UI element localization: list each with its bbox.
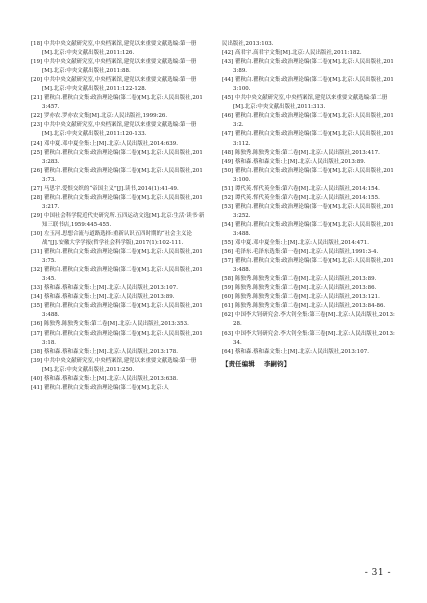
reference-item: [25] 瞿秋白.瞿秋白文集:政治理论编(第二卷)[M].北京:人民出版社,2013:283. xyxy=(31,149,203,165)
reference-item: [18] 中共中央文献研究室,中央档案馆,建党以来重要文献选编:第一册[M].北京:中央文献出版社,2011:126. xyxy=(31,41,197,57)
page-number: - 31 - xyxy=(364,568,391,578)
reference-item: [31] 瞿秋白.瞿秋白文集:政治理论编(第二卷)[M].北京:人民出版社,2013:75. xyxy=(31,249,203,265)
reference-item: [23] 中共中央文献研究室,中央档案馆,建党以来重要文献选编:第一册[M].北京:中央文献出版社,2011:120-133. xyxy=(31,122,197,138)
reference-item: [36] 陈独秀.陈独秀文集:第二卷[M].北京:人民出版社,2013:353. xyxy=(31,321,189,328)
reference-item: [54] 瞿秋白.瞿秋白文集:政治理论编(第二卷)[M].北京:人民出版社,2013:488. xyxy=(222,221,394,237)
reference-item: [51] 谭代英.恽代英全集:第六卷[M].北京:人民出版社,2014:154. xyxy=(222,185,380,192)
reference-item: [22] 罗亦农.罗亦农文集[M].北京:人民出版社,1999:26. xyxy=(31,113,168,120)
references-column-left xyxy=(31,40,207,393)
reference-item: [29] 中国社会科学院近代史研究所.五四运动文选[M].北京:生活·读书·新知三联书店,1959:445-455. xyxy=(31,212,205,228)
reference-item: [41] 瞿秋白.瞿秋白文集:政治理论编(第二卷)[M].北京:人 xyxy=(31,384,169,391)
reference-item: [37] 瞿秋白.瞿秋白文集:政治理论编(第二卷)[M].北京:人民出版社,2013:18. xyxy=(31,330,203,346)
reference-item: [35] 瞿秋白.瞿秋白文集:政治理论编(第二卷)[M].北京:人民出版社,2013:488. xyxy=(31,303,203,319)
reference-item: [39] 中共中央文献研究室,中央档案馆,建党以来重要文献选编:第一册[M].北京:中央文献出版社,2011:250. xyxy=(31,357,197,373)
reference-item: [58] 陈独秀.陈独秀文集:第二卷[M].北京:人民出版社,2013:89. xyxy=(222,276,377,283)
reference-item: [40] 蔡和森.蔡和森文集:上[M].北京:人民出版社,2013:638. xyxy=(31,375,178,382)
reference-item: [32] 瞿秋白.瞿秋白文集:政治理论编(第二卷)[M].北京:人民出版社,2013:45. xyxy=(31,267,203,283)
reference-item: [19] 中共中央文献研究室,中央档案馆,建党以来重要文献选编:第一册[M].北京:中央文献出版社,2011:88. xyxy=(31,59,197,75)
reference-item: [21] 瞿秋白.瞿秋白文集:政治理论编(第二卷)[M].北京:人民出版社,2013:457. xyxy=(31,95,203,111)
reference-item: [33] 蔡和森.蔡和森文集:上[M].北京:人民出版社,2013:107. xyxy=(31,285,178,292)
editor-label: 【责任编辑 xyxy=(222,359,255,368)
reference-item: 民出版社,2013:103. xyxy=(222,41,274,47)
reference-item: [55] 邓中夏.邓中夏全集:上[M].北京:人民出版社,2014:471. xyxy=(222,240,369,247)
reference-item: [56] 毛泽东.毛泽东选集:第一卷[M].北京:人民出版社,1991:3-4. xyxy=(222,249,379,256)
reference-item: [62] 中国李大钊研究会.李大钊全集:第三卷[M].北京:人民出版社,2013:28. xyxy=(222,312,395,328)
reference-item: [48] 陈独秀.陈独秀文集:第二卷[M].北京:人民出版社,2013:417. xyxy=(222,149,380,156)
references-list-right xyxy=(222,40,398,357)
reference-item: [30] 左玉河.思想合流与道路选择:重新认识五四时期的“社会主义论战”[J].安徽大学学报(哲学社会科学版),2017(1):102-111. xyxy=(31,230,192,247)
reference-item: [28] 瞿秋白.瞿秋白文集:政治理论编(第二卷)[M].北京:人民出版社,2013:217. xyxy=(31,194,203,210)
reference-item: [43] 瞿秋白.瞿秋白文集:政治理论编(第二卷)[M].北京:人民出版社,2013:89. xyxy=(222,59,394,75)
reference-item: [20] 中共中央文献研究室,中央档案馆,建党以来重要文献选编:第一册[M].北京:中央文献出版社,2011:122-128. xyxy=(31,77,197,93)
responsible-editor xyxy=(222,359,398,368)
reference-item: [45] 中共中央文献研究室,中央档案馆,建党以来重要文献选编:第二册[M].北京:中央文献出版社,2011:313. xyxy=(222,95,388,111)
reference-item: [47] 瞿秋白.瞿秋白文集:政治理论编(第二卷)[M].北京:人民出版社,2013:112. xyxy=(222,131,394,147)
reference-item: [42] 高君宇.高君宇文集[M].北京:人民出版社,2011:182. xyxy=(222,50,362,57)
reference-item: [44] 瞿秋白.瞿秋白文集:政治理论编(第二卷)[M].北京:人民出版社,2013:100. xyxy=(222,77,394,93)
reference-item: [63] 中国李大钊研究会.李大钊全集:第三卷[M].北京:人民出版社,2013:34. xyxy=(222,330,395,346)
reference-item: [46] 瞿秋白.瞿秋白文集:政治理论编(第二卷)[M].北京:人民出版社,2013:2. xyxy=(222,113,394,129)
reference-item: [57] 瞿秋白.瞿秋白文集:政治理论编(第二卷)[M].北京:人民出版社,2013:488. xyxy=(222,258,394,274)
reference-item: [26] 瞿秋白.瞿秋白文集:政治理论编(第二卷)[M].北京:人民出版社,2013:73. xyxy=(31,167,203,183)
reference-item: [59] 陈独秀.陈独秀文集:第二卷[M].北京:人民出版社,2013:86. xyxy=(222,285,377,292)
reference-item: [38] 蔡和森.蔡和森文集:上[M].北京:人民出版社,2013:178. xyxy=(31,348,178,355)
reference-item: [27] 马思宇.爱恨交织的“帝国主义”[J].读书,2014(1):41-49. xyxy=(31,185,179,192)
editor-name: 李嗣钧】 xyxy=(263,359,291,368)
reference-item: [61] 陈独秀.陈独秀文集:第二卷[M].北京:人民出版社,2013:84-86. xyxy=(222,303,386,310)
references-column-right xyxy=(222,40,398,368)
reference-item: [64] 蔡和森.蔡和森文集:上[M].北京:人民出版社,2013:107. xyxy=(222,348,369,355)
reference-item: [49] 蔡和森.蔡和森文集:上[M].北京:人民出版社,2013:89. xyxy=(222,158,366,165)
reference-item: [60] 陈独秀.陈独秀文集:第二卷[M].北京:人民出版社,2013:121. xyxy=(222,294,380,301)
reference-item: [50] 瞿秋白.瞿秋白文集:政治理论编(第二卷)[M].北京:人民出版社,2013:100. xyxy=(222,167,394,183)
reference-item: [52] 谭代英.恽代英全集:第六卷[M].北京:人民出版社,2014:155. xyxy=(222,194,380,201)
reference-item: [34] 蔡和森.蔡和森文集:上[M].北京:人民出版社,2013:89. xyxy=(31,294,175,301)
reference-item: [24] 邓中夏.邓中夏全集:上[M].北京:人民出版社,2014:639. xyxy=(31,140,178,147)
reference-item: [53] 瞿秋白.瞿秋白文集:政治理论编(第一卷)[M].北京:人民出版社,2013:252. xyxy=(222,203,394,219)
